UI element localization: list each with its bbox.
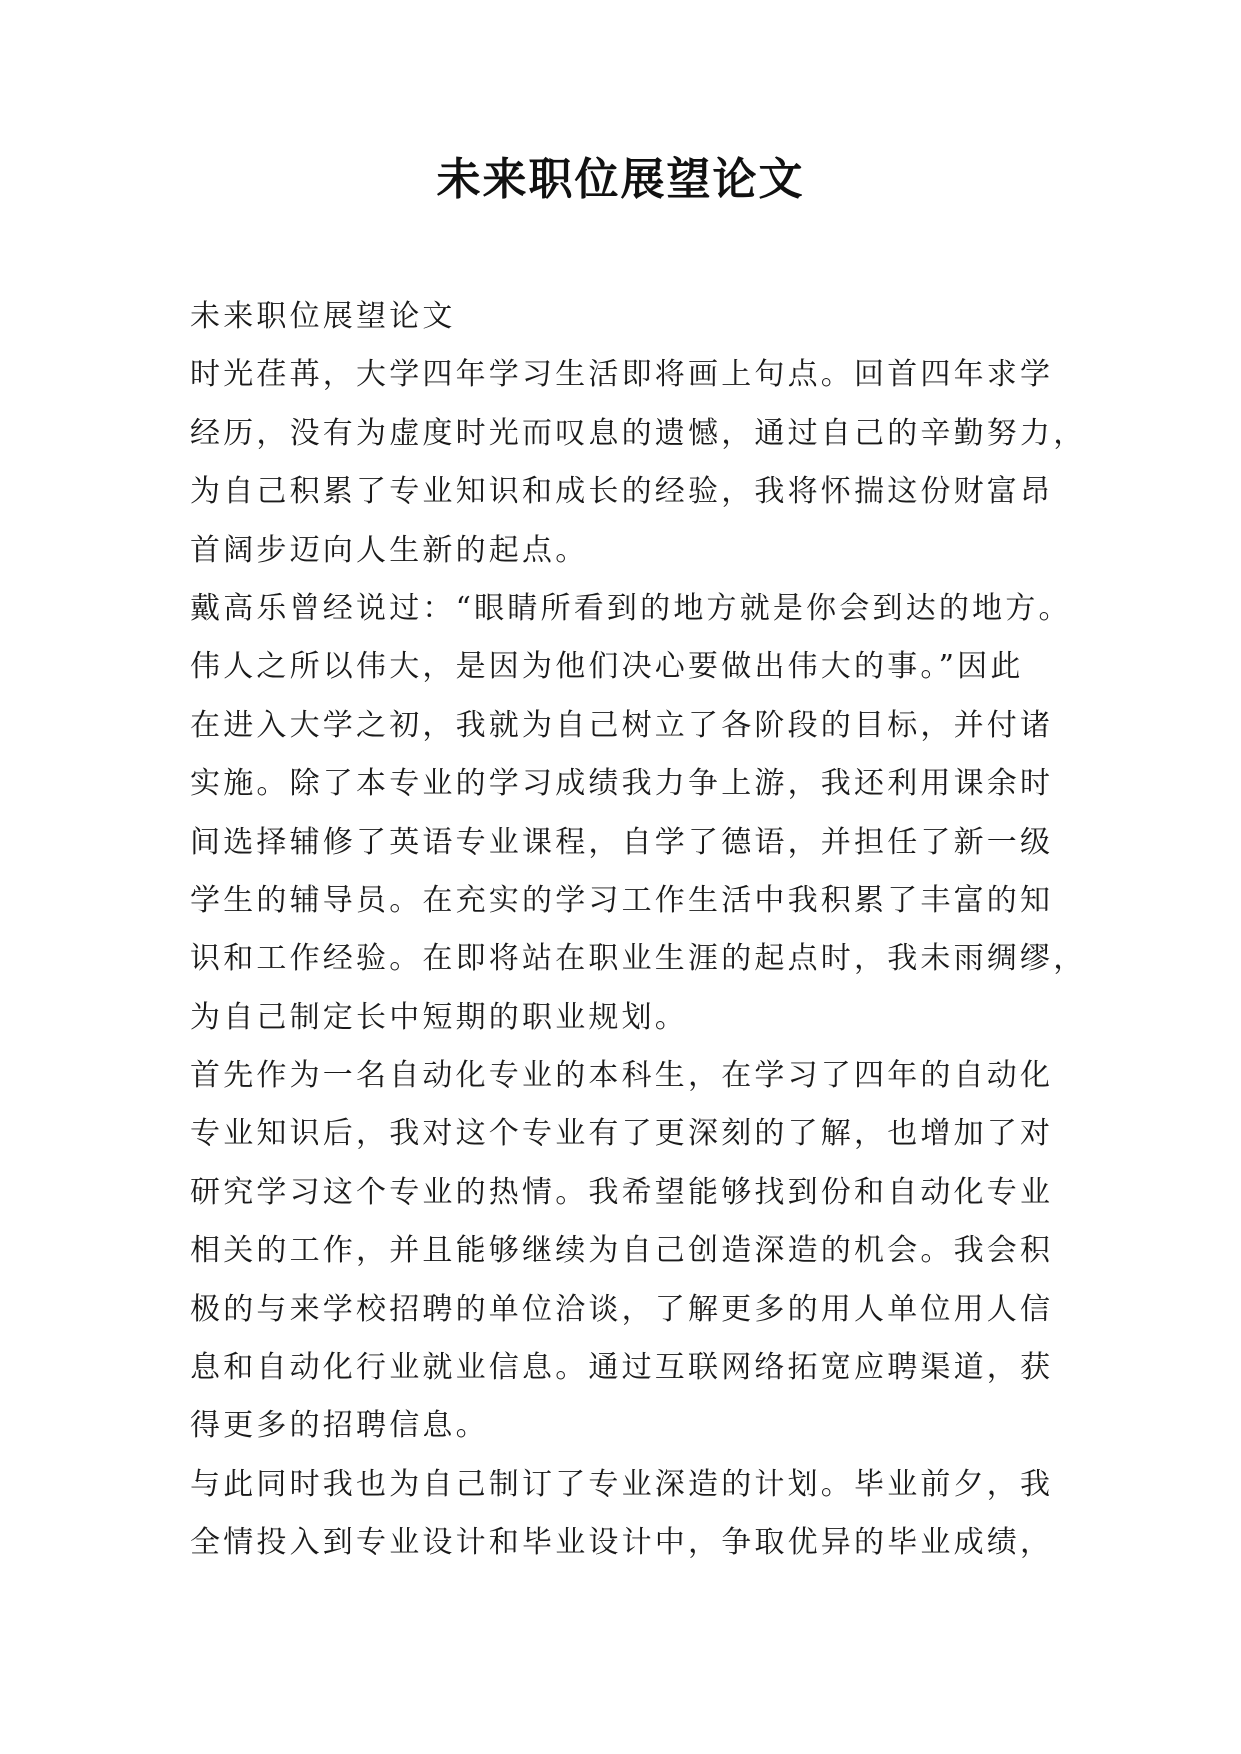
body-line: 为自己积累了专业知识和成长的经验，我将怀揣这份财富昂	[190, 474, 1054, 510]
body-line: 间选择辅修了英语专业课程，自学了德语，并担任了新一级	[190, 824, 1054, 860]
body-line: 在进入大学之初，我就为自己树立了各阶段的目标，并付诸	[190, 707, 1054, 743]
body-line: 专业知识后，我对这个专业有了更深刻的了解，也增加了对	[190, 1116, 1054, 1152]
document-title: 未来职位展望论文	[436, 154, 805, 205]
body-line: 识和工作经验。在即将站在职业生涯的起点时，我未雨绸缪，	[190, 941, 1087, 977]
body-line: 极的与来学校招聘的单位洽谈，了解更多的用人单位用人信	[190, 1291, 1054, 1327]
body-line: 相关的工作，并且能够继续为自己创造深造的机会。我会积	[190, 1233, 1054, 1269]
body-line: 与此同时我也为自己制订了专业深造的计划。毕业前夕，我	[190, 1466, 1054, 1502]
body-line: 实施。除了本专业的学习成绩我力争上游，我还利用课余时	[190, 766, 1054, 802]
body-line: 戴高乐曾经说过：“眼睛所看到的地方就是你会到达的地方。	[190, 590, 1072, 626]
body-line: 研究学习这个专业的热情。我希望能够找到份和自动化专业	[190, 1174, 1054, 1210]
subtitle-line: 未来职位展望论文	[190, 299, 456, 334]
body-line: 学生的辅导员。在充实的学习工作生活中我积累了丰富的知	[190, 882, 1054, 918]
body-line: 为自己制定长中短期的职业规划。	[190, 999, 688, 1035]
body-line: 首阔步迈向人生新的起点。	[190, 532, 589, 568]
body-line: 时光荏苒，大学四年学习生活即将画上句点。回首四年求学	[190, 357, 1054, 393]
document-body	[190, 288, 1087, 1573]
body-line: 息和自动化行业就业信息。通过互联网络拓宽应聘渠道，获	[190, 1350, 1054, 1386]
body-line: 全情投入到专业设计和毕业设计中，争取优异的毕业成绩，	[190, 1525, 1054, 1561]
body-line: 伟人之所以伟大，是因为他们决心要做出伟大的事。”因此	[190, 649, 1024, 685]
body-line: 首先作为一名自动化专业的本科生，在学习了四年的自动化	[190, 1058, 1054, 1094]
body-line: 经历，没有为虚度时光而叹息的遗憾，通过自己的辛勤努力，	[190, 415, 1087, 451]
body-line: 得更多的招聘信息。	[190, 1408, 489, 1444]
